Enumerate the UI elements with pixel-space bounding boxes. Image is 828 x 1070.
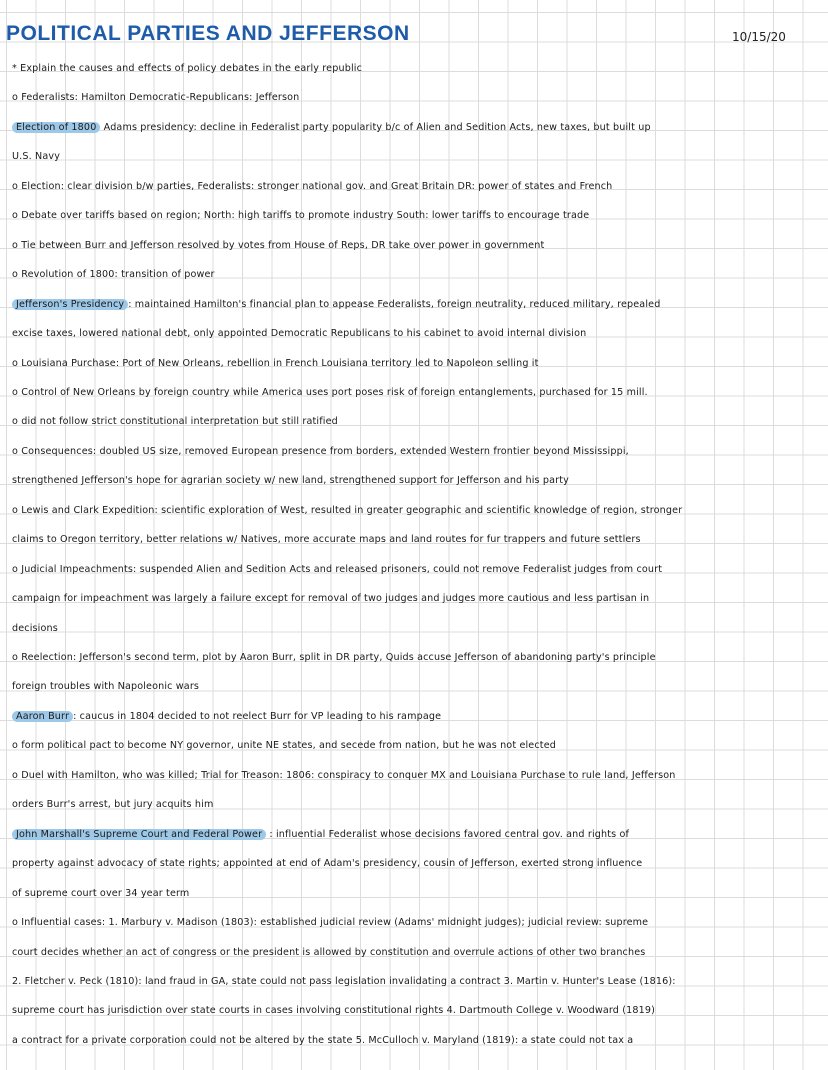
note-date: 10/15/20 [732,30,786,44]
note-line [12,563,828,577]
section-line [12,298,828,312]
note-line [12,975,828,989]
section-heading: Aaron Burr [12,711,73,722]
section-line [12,710,828,724]
line-text: decisions [12,622,58,634]
note-line [12,504,828,518]
line-text: o form political pact to become NY governor, unite NE states, and secede from nation, but he was not elected [12,740,556,752]
note-line [12,739,828,753]
line-text: o Reelection: Jefferson's second term, plot by Aaron Burr, split in DR party, Quids accuse Jefferson of abandoning party's principle [12,652,656,663]
line-text: strengthened Jefferson's hope for agrarian society w/ new land, strengthened support for Jefferson and his party [12,475,569,487]
note-line [12,1034,828,1048]
note-line [12,680,828,694]
line-text: : maintained Hamilton's financial plan to appease Federalists, foreign neutrality, reduced military, repealed [128,298,661,310]
line-text: o Election: clear division b/w parties, Federalists: stronger national gov. and Great Britain DR: power of states and French [12,180,613,192]
note-line [12,415,828,429]
section-heading: Jefferson's Presidency [12,299,128,310]
note-line [12,327,828,341]
line-text: o Influential cases: 1. Marbury v. Madison (1803): established judicial review (Adams' midnight judges); judicial review: supreme [12,917,649,929]
line-text: o Lewis and Clark Expedition: scientific exploration of West, resulted in greater geographic and scientific knowledge of region, stronger [12,504,683,516]
line-text: court decides whether an act of congress or the president is allowed by constitution and overrule actions of other two branches [12,946,646,958]
note-line [12,769,828,783]
line-text: o Judicial Impeachments: suspended Alien and Sedition Acts and released prisoners, could not remove Federalist judges from court [12,563,663,575]
note-line [12,651,828,665]
line-text: U.S. Navy [12,151,61,163]
line-text: foreign troubles with Napoleonic wars [12,681,200,693]
line-text: o Control of New Orleans by foreign country while America uses port poses risk of foreign entanglements, purchased for 15 mill. [12,386,648,398]
line-text: o did not follow strict constitutional interpretation but still ratified [12,416,338,428]
section-heading: John Marshall's Supreme Court and Federal Power [12,829,266,840]
page-title: POLITICAL PARTIES AND JEFFERSON [6,22,410,45]
line-text: o Revolution of 1800: transition of power [12,269,215,281]
note-line [12,1004,828,1018]
note-line [12,62,828,76]
line-text: property against advocacy of state rights; appointed at end of Adam's presidency, cousin of Jefferson, exerted strong influence [12,858,643,870]
line-text: excise taxes, lowered national debt, only appointed Democratic Republicans to his cabinet to avoid internal division [12,328,587,340]
note-line [12,445,828,459]
section-line [12,828,828,842]
note-line [12,357,828,371]
note-line [12,239,828,253]
line-text: o Tie between Burr and Jefferson resolved by votes from House of Reps, DR take over power in government [12,239,545,251]
line-text: 2. Fletcher v. Peck (1810): land fraud in GA, state could not pass legislation invalidating a contract 3. Martin v. Hunter's Lease (1816): [12,975,676,987]
line-text: o Duel with Hamilton, who was killed; Trial for Treason: 1806: conspiracy to conquer MX and Louisiana Purchase to rule land, Jefferson [12,769,676,781]
section-heading: Election of 1800 [12,122,100,133]
line-text: * Explain the causes and effects of policy debates in the early republic [12,63,363,74]
line-text: o Federalists: Hamilton Democratic-Republicans: Jefferson [12,92,300,104]
line-text: of supreme court over 34 year term [12,887,190,899]
line-text: : influential Federalist whose decisions favored central gov. and rights of [266,828,630,840]
line-text: orders Burr's arrest, but jury acquits him [12,799,214,811]
note-line [12,798,828,812]
line-text: supreme court has jurisdiction over state courts in cases involving constitutional rights 4. Dartmouth College v. Woodward (1819) [12,1005,656,1017]
note-line [12,916,828,930]
note-line [12,533,828,547]
note-line [12,474,828,488]
note-line [12,946,828,960]
section-line [12,121,828,135]
note-line [12,622,828,636]
note-line [12,386,828,400]
note-line [12,180,828,194]
line-text: claims to Oregon territory, better relations w/ Natives, more accurate maps and land routes for fur trappers and future settlers [12,534,641,546]
line-text: a contract for a private corporation could not be altered by the state 5. McCulloch v. Maryland (1819): a state could not tax a [12,1034,634,1046]
note-line [12,592,828,606]
note-line [12,209,828,223]
line-text: o Debate over tariffs based on region; North: high tariffs to promote industry South: lower tariffs to encourage trade [12,210,590,222]
note-line [12,91,828,105]
line-text: campaign for impeachment was largely a failure except for removal of two judges and judges more cautious and less partisan in [12,593,650,605]
line-text: Adams presidency: decline in Federalist party popularity b/c of Alien and Sedition Acts, new taxes, but built up [100,121,651,133]
line-text: o Louisiana Purchase: Port of New Orleans, rebellion in French Louisiana territory led to Napoleon selling it [12,357,539,369]
note-line [12,857,828,871]
line-text: : caucus in 1804 decided to not reelect Burr for VP leading to his rampage [73,710,442,722]
note-line [12,268,828,282]
note-line [12,887,828,901]
line-text: o Consequences: doubled US size, removed European presence from borders, extended Western frontier beyond Mississippi, [12,445,629,457]
note-line [12,150,828,164]
